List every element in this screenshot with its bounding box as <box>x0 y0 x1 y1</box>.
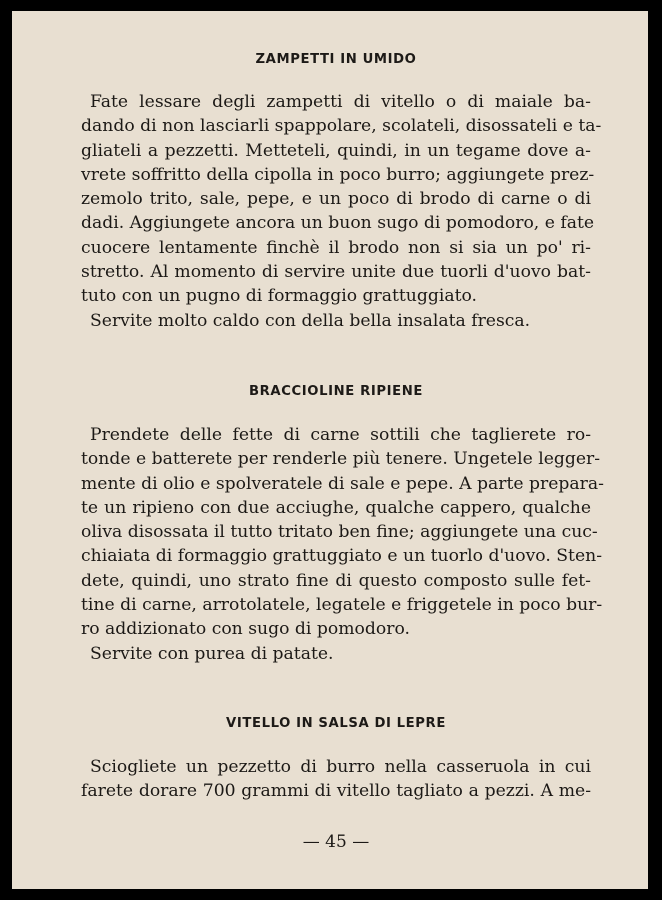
text-line: chiaiata di formaggio grattuggiato e un tuorlo d'uovo. Sten- <box>81 546 603 567</box>
text-line: cuocere lentamente finchè il brodo non si sia un po' ri- <box>81 237 591 258</box>
text-line: vrete soffritto della cipolla in poco burro; aggiungete prez- <box>81 164 595 185</box>
text-line: dete, quindi, uno strato fine di questo composto sulle fet- <box>81 570 591 591</box>
text-line: tonde e batterete per renderle più tenere. Ungetele legger- <box>81 449 601 470</box>
text-line: farete dorare 700 grammi di vitello tagliato a pezzi. A me- <box>81 781 591 802</box>
text-line: Servite con purea di patate. <box>90 643 334 664</box>
text-line: stretto. Al momento di servire unite due tuorli d'uovo bat- <box>81 262 591 283</box>
recipe-body <box>81 755 591 804</box>
recipe-title: ZAMPETTI IN UMIDO <box>255 52 417 67</box>
text-line: Sciogliete un pezzetto di burro nella casseruola in cui <box>90 757 591 777</box>
text-line: te un ripieno con due acciughe, qualche cappero, qualche <box>81 497 591 518</box>
recipe-body <box>81 90 602 333</box>
recipe-body <box>81 423 604 666</box>
text-line: Fate lessare degli zampetti di vitello o di maiale ba- <box>90 92 591 112</box>
text-line: Servite molto caldo con della bella insalata fresca. <box>90 310 531 331</box>
text-line: oliva disossata il tutto tritato ben fine; aggiungete una cuc- <box>81 522 598 543</box>
recipe-title: VITELLO IN SALSA DI LEPRE <box>226 716 446 731</box>
text-line: gliateli a pezzetti. Metteteli, quindi, in un tegame dove a- <box>81 140 591 161</box>
text-line: Prendete delle fette di carne sottili che taglierete ro- <box>90 425 591 445</box>
text-line: tine di carne, arrotolatele, legatele e friggetele in poco bur- <box>81 595 603 616</box>
recipe-title: BRACCIOLINE RIPIENE <box>249 384 423 399</box>
text-line: ro addizionato con sugo di pomodoro. <box>81 619 410 640</box>
book-page <box>12 11 648 889</box>
text-line: dando di non lasciarli spappolare, scolateli, disossateli e ta- <box>81 116 602 137</box>
text-line: tuto con un pugno di formaggio grattuggiato. <box>81 286 478 307</box>
page-number: — 45 — <box>302 832 370 852</box>
text-line: zemolo trito, sale, pepe, e un poco di brodo di carne o di <box>81 189 591 210</box>
text-line: dadi. Aggiungete ancora un buon sugo di pomodoro, e fate <box>81 213 595 234</box>
text-line: mente di olio e spolveratele di sale e pepe. A parte prepara- <box>81 473 604 494</box>
